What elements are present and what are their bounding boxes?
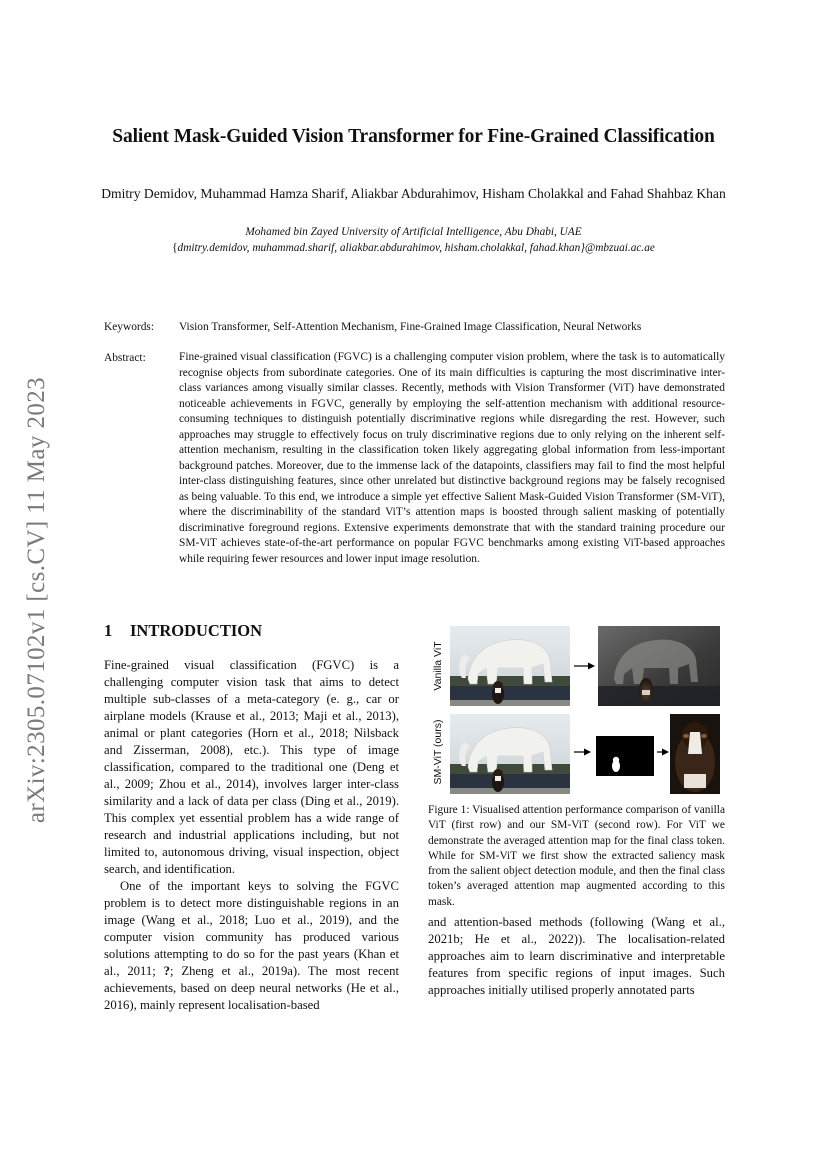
figure-1-caption: Figure 1: Visualised attention performance comparison of vanilla ViT (first row) and our SM-ViT (second row). For ViT we demonstrate the averaged attention map for the final class token. While for SM-ViT we first show the extracted saliency mask from the salient object detection module, and then the final class token’s averaged attention map augmented according to this mask. bbox=[428, 804, 725, 908]
figure-1 bbox=[428, 624, 725, 796]
section-heading bbox=[104, 621, 262, 641]
arrow-row2-a-head bbox=[584, 749, 591, 756]
section-title: INTRODUCTION bbox=[130, 621, 263, 640]
row-label-vanilla: Vanilla ViT bbox=[432, 641, 444, 691]
saliency-mask bbox=[596, 736, 654, 776]
smvit-input-image bbox=[450, 714, 570, 794]
author-emails: {dmitry.demidov, muhammad.sharif, aliakbar.abdurahimov, hisham.cholakkal, fahad.khan}@mbzuai.ac.ae bbox=[172, 242, 655, 254]
arxiv-identifier bbox=[16, 352, 58, 848]
figure-1-graphic bbox=[428, 624, 725, 796]
intro-left-column bbox=[104, 657, 399, 1014]
arrow-row1-head bbox=[588, 663, 595, 670]
intro-right-column bbox=[428, 914, 725, 999]
intro-paragraph-3: and attention-based methods (following (Wang et al., 2021b; He et al., 2022)). The localisation-related approaches aim to learn discriminative and interpretable features from specific regions of input images. Such approaches initially utilised properly annotated parts bbox=[428, 915, 725, 997]
vanilla-attention-map bbox=[598, 626, 720, 706]
keywords-label: Keywords: bbox=[104, 321, 154, 333]
email-domain: }@mbzuai.ac.ae bbox=[580, 242, 655, 254]
keywords-text: Vision Transformer, Self-Attention Mechanism, Fine-Grained Image Classification, Neural Networks bbox=[179, 321, 642, 333]
author-list: Dmitry Demidov, Muhammad Hamza Sharif, Aliakbar Abdurahimov, Hisham Cholakkal and Fahad Shahbaz Khan bbox=[101, 186, 726, 201]
section-number: 1 bbox=[104, 621, 113, 640]
arrow-row2-b-head bbox=[662, 749, 669, 756]
abstract-text: Fine-grained visual classification (FGVC) is a challenging computer vision problem, where the task is to automatically recognise objects from subordinate categories. One of its main difficulties is capturing the most discriminative inter-class variances among visually similar classes. Recently, methods with Vision Transformer (ViT) have demonstrated noticeable achievements in FGVC, generally by employing the self-attention mechanism with additional resource-consuming techniques to distinguish potentially discriminative regions while disregarding the rest. However, such approaches may struggle to effectively focus on truly discriminative regions due to only relying on the inherent self-attention mechanism, resulting in the classification token likely aggregating global information from less-important background patches. Moreover, due to the immense lack of the datapoints, classifiers may fail to find the most helpful inter-class distinguishing features, since other unrelated but distinctive background regions may be falsely recognised as being valuable. To this end, we introduce a simple yet effective Salient Mask-Guided Vision Transformer (SM-ViT), where the discriminability of the standard ViT’s attention maps is boosted through salient masking of potentially discriminative foreground regions. Extensive experiments demonstrate that with the standard training procedure our SM-ViT achieves state-of-the-art performance on popular FGVC benchmarks among existing ViT-based approaches while requiring fewer resources and lower input image resolution. bbox=[179, 351, 725, 565]
paper-title: Salient Mask-Guided Vision Transformer for Fine-Grained Classification bbox=[112, 126, 715, 147]
abstract-label: Abstract: bbox=[104, 352, 146, 364]
affiliation: Mohamed bin Zayed University of Artificial Intelligence, Abu Dhabi, UAE bbox=[245, 226, 582, 238]
intro-paragraph-1: Fine-grained visual classification (FGVC) is a challenging computer vision task that aims to detect multiple sub-classes of a meta-category (e. g., car or airplane models (Krause et al., 2013; Maji et al., 2013), animal or plant categories (Horn et al., 2018; Nilsback and Zisserman, 2008), etc.). This type of image classification, compared to the traditional one (Deng et al., 2009; Zhou et al., 2014), involves larger inter-class similarity and a lack of data per class (Ding et al., 2019). This complex yet essential problem has a wide range of research and industrial applications including, but not limited to, autonomous driving, visual inspection, object search, and identification. bbox=[104, 658, 399, 876]
email-names: dmitry.demidov, muhammad.sharif, aliakbar.abdurahimov, hisham.cholakkal, fahad.khan bbox=[177, 242, 581, 254]
intro-paragraph-2: One of the important keys to solving the FGVC problem is to detect more distinguishable regions in an image (Wang et al., 2018; Luo et al., 2019), and the computer vision community has produced various solutions attempting to do so for the past years (Khan et al., 2011; ?; Zheng et al., 2019a). The most recent achievements, based on deep neural networks (He et al., 2016), mainly represent localisation-based bbox=[104, 879, 399, 1012]
missing-citation-mark: ? bbox=[163, 964, 170, 978]
smvit-attention-map bbox=[670, 714, 720, 794]
row-label-smvit: SM-ViT (ours) bbox=[432, 719, 444, 785]
arxiv-identifier-text: arXiv:2305.07102v1 [cs.CV] 11 May 2023 bbox=[23, 376, 50, 824]
vanilla-input-image bbox=[450, 626, 570, 706]
